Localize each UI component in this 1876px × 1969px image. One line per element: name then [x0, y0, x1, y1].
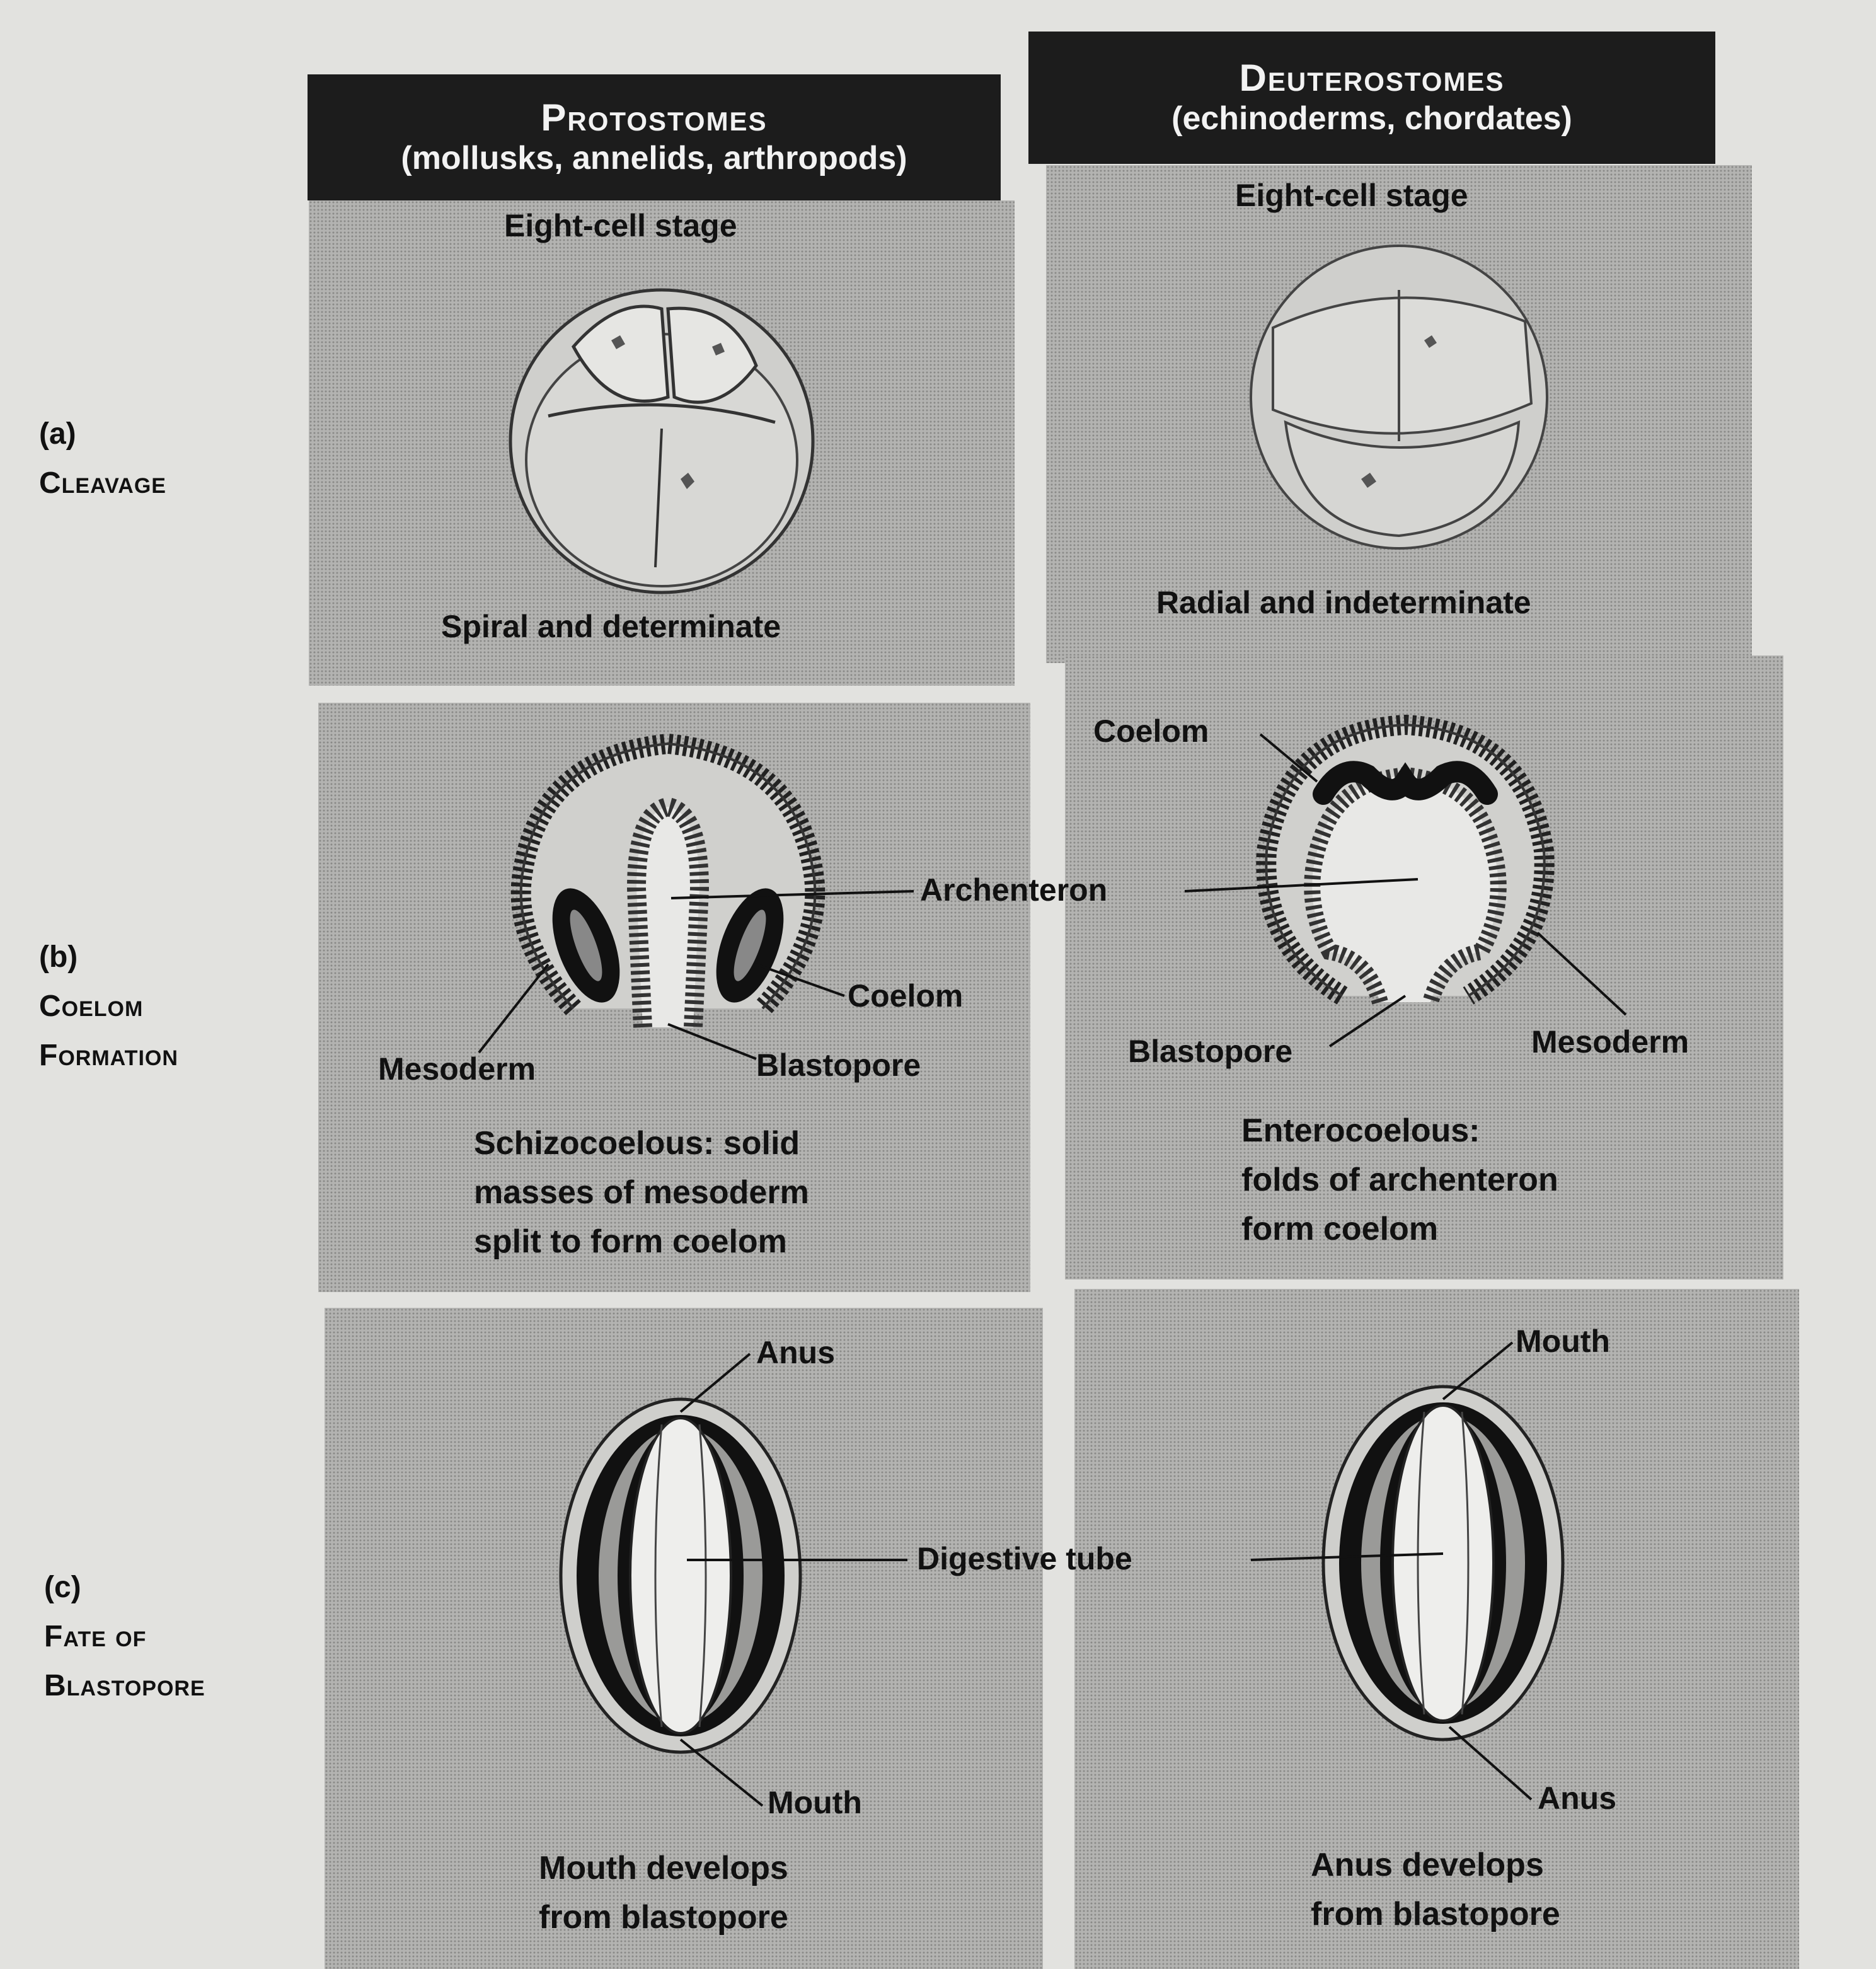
deut-mesoderm-label: Mesoderm	[1531, 1024, 1689, 1060]
leader-deut-blastopore	[1330, 996, 1405, 1046]
proto-mesoderm-label: Mesoderm	[378, 1051, 536, 1087]
deut-cleavage-caption: Radial and indeterminate	[1156, 585, 1531, 620]
leader-proto-mesoderm	[479, 964, 548, 1053]
proto-cleavage-caption: Spiral and determinate	[441, 609, 781, 644]
deut-blastopore-label: Blastopore	[1128, 1034, 1293, 1069]
proto-anus-label: Anus	[756, 1335, 835, 1370]
leader-proto-coelom	[756, 964, 844, 996]
proto-mouth-label: Mouth	[768, 1785, 862, 1820]
leader-digestive-deut	[1251, 1554, 1443, 1560]
row-letter-c: (c)	[44, 1571, 81, 1604]
leader-archenteron-proto	[671, 891, 914, 898]
deut-blastopore-caption-line-1: Anus develops	[1311, 1847, 1544, 1883]
proto-coelom-label: Coelom	[848, 978, 964, 1013]
leader-deut-anus	[1449, 1727, 1531, 1799]
leader-proto-mouth	[681, 1740, 762, 1806]
row-letter-a: (a)	[39, 417, 76, 451]
deut-anus-label: Anus	[1538, 1781, 1616, 1816]
proto-coelom-caption-line-1: Schizocoelous: solid	[474, 1125, 800, 1162]
deuterostomes-subtitle: (echinoderms, chordates)	[1171, 100, 1572, 137]
archenteron-label: Archenteron	[920, 872, 1108, 908]
deut-coelom-label: Coelom	[1093, 713, 1209, 749]
deuterostomes-title: Deuterostomes	[1239, 57, 1505, 99]
row-title-cleavage: Cleavage	[39, 466, 166, 500]
row-title-coelom-2: Formation	[39, 1039, 178, 1072]
leader-proto-blastopore	[668, 1024, 756, 1059]
proto-blastopore-label: Blastopore	[756, 1048, 921, 1083]
proto-blastopore-caption-line-1: Mouth develops	[539, 1850, 788, 1886]
leader-deut-mouth	[1443, 1342, 1512, 1399]
proto-blastopore-caption-line-2: from blastopore	[539, 1899, 788, 1936]
deut-coelom-caption-line-3: form coelom	[1241, 1211, 1439, 1247]
deut-mouth-label: Mouth	[1516, 1324, 1610, 1359]
leader-archenteron-deut	[1185, 879, 1418, 891]
leader-deut-coelom	[1260, 734, 1317, 782]
row-title-blastopore-1: Fate of	[44, 1620, 147, 1653]
deut-eight-cell-label: Eight-cell stage	[1235, 178, 1468, 213]
protostomes-subtitle: (mollusks, annelids, arthropods)	[401, 140, 907, 176]
leader-deut-mesoderm	[1538, 933, 1626, 1015]
deut-coelom-caption-line-1: Enterocoelous:	[1241, 1112, 1480, 1149]
protostomes-title: Protostomes	[541, 96, 768, 139]
digestive-tube-label: Digestive tube	[917, 1541, 1132, 1576]
deut-coelom-caption-line-2: folds of archenteron	[1241, 1162, 1558, 1198]
proto-coelom-caption-line-2: masses of mesoderm	[474, 1174, 809, 1211]
proto-coelom-caption-line-3: split to form coelom	[474, 1223, 787, 1260]
row-title-blastopore-2: Blastopore	[44, 1669, 205, 1702]
proto-eight-cell-label: Eight-cell stage	[504, 208, 737, 243]
deut-blastopore-caption-line-2: from blastopore	[1311, 1896, 1560, 1932]
row-title-coelom-1: Coelom	[39, 990, 144, 1023]
leader-proto-anus	[681, 1354, 750, 1412]
row-letter-b: (b)	[39, 940, 78, 974]
